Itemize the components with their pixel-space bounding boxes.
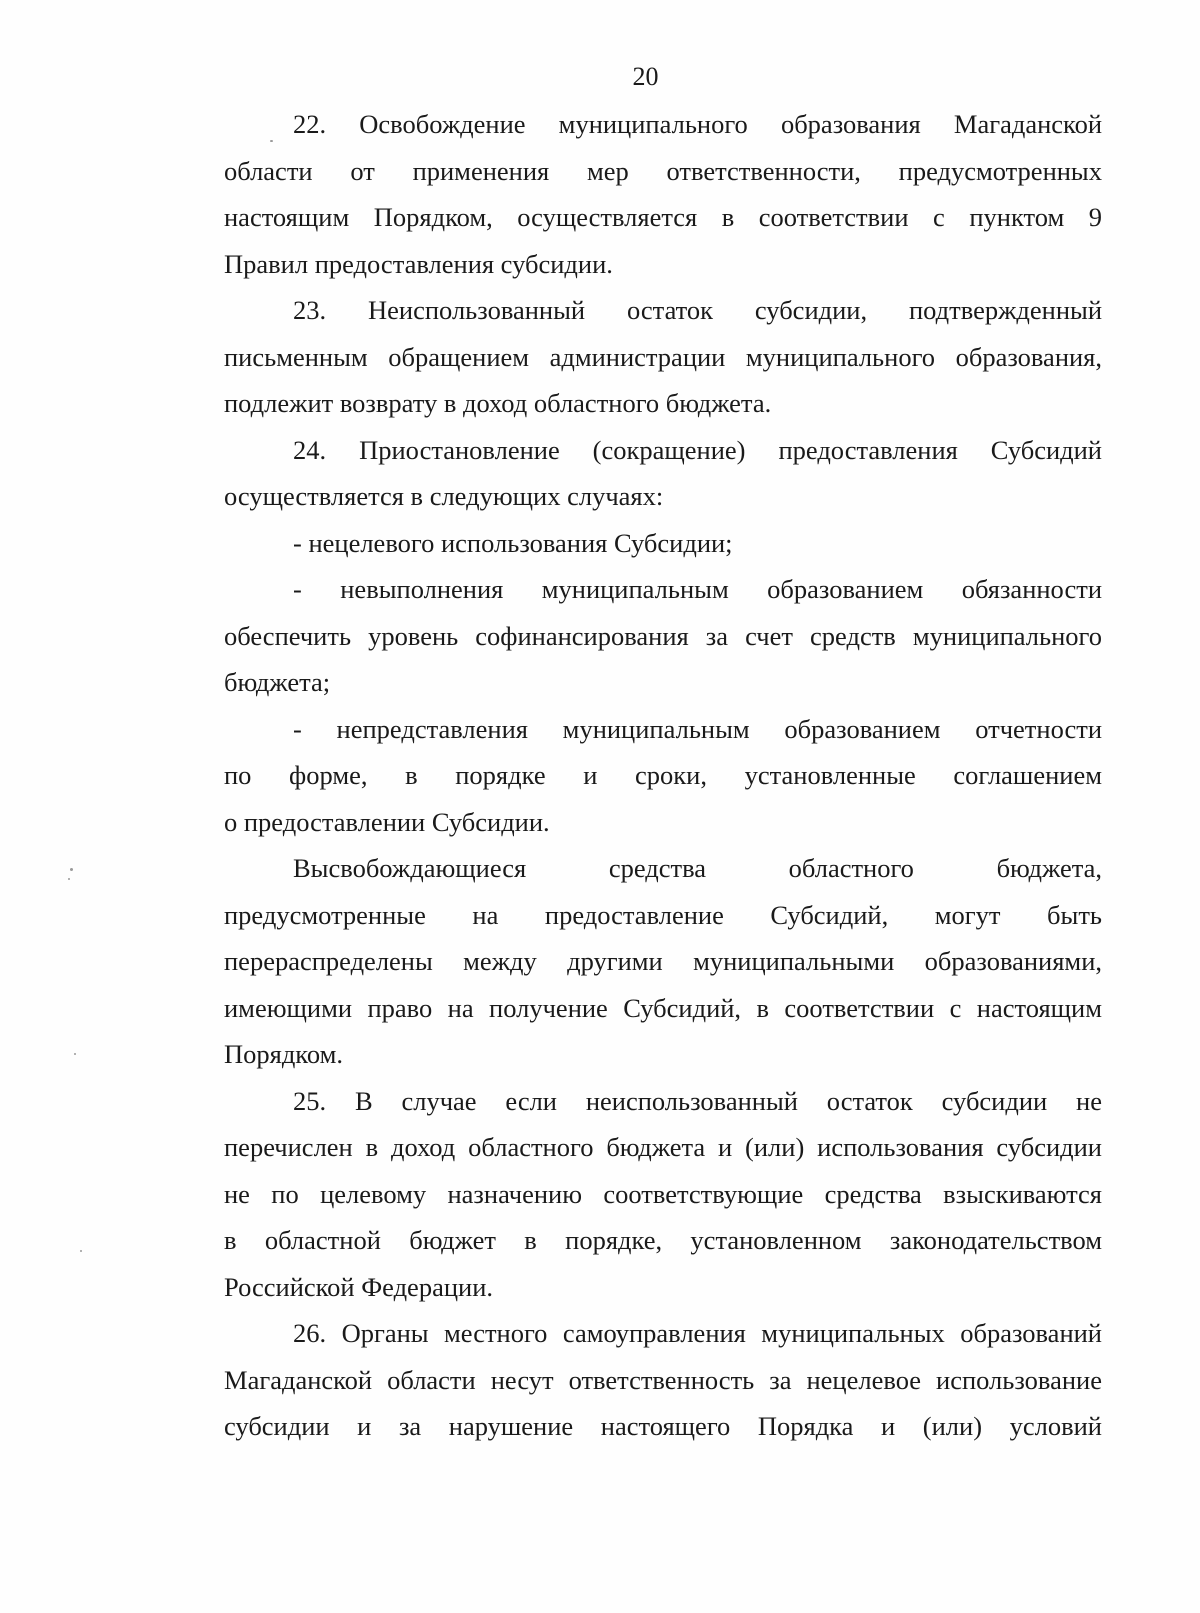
text-line: субсидии и за нарушение настоящего Порядка и (или) условий: [224, 1411, 1102, 1441]
paragraph-23: [224, 287, 1102, 427]
scan-speck: [70, 868, 73, 871]
paragraph-22: [224, 101, 1102, 287]
text-line: 22. Освобождение муниципального образования Магаданской: [293, 109, 1102, 139]
text-line: настоящим Порядком, осуществляется в соответствии с пунктом 9: [224, 202, 1102, 232]
text-line: Порядком.: [224, 1039, 343, 1069]
text-line: перечислен в доход областного бюджета и (или) использования субсидии: [224, 1132, 1102, 1162]
text-line: - нецелевого использования Субсидии;: [293, 527, 733, 558]
paragraph-redistribution: [224, 845, 1102, 1078]
document-body: [224, 101, 1102, 1450]
text-line: 26. Органы местного самоуправления муниципальных образований: [293, 1318, 1102, 1348]
text-line: по форме, в порядке и сроки, установленные соглашением: [224, 760, 1102, 790]
page-number: 20: [632, 62, 659, 91]
text-line: перераспределены между другими муниципальными образованиями,: [224, 946, 1102, 976]
paragraph-25: [224, 1078, 1102, 1311]
text-line: не по целевому назначению соответствующие средства взыскиваются: [224, 1178, 1102, 1209]
scan-speck: [270, 140, 273, 142]
text-line: Правил предоставления субсидии.: [224, 248, 613, 279]
text-line: 25. В случае если неиспользованный остаток субсидии не: [293, 1085, 1102, 1116]
text-line: обеспечить уровень софинансирования за счет средств муниципального: [224, 620, 1102, 651]
text-line: - невыполнения муниципальным образованием обязанности: [293, 574, 1102, 604]
paragraph-24: [224, 427, 1102, 520]
text-line: предусмотренные на предоставление Субсидий, могут быть: [224, 899, 1102, 930]
text-line: письменным обращением администрации муниципального образования,: [224, 341, 1102, 372]
list-item: [224, 520, 1102, 567]
list-item: [224, 566, 1102, 706]
text-line: области от применения мер ответственности, предусмотренных: [224, 155, 1102, 186]
text-line: 23. Неиспользованный остаток субсидии, подтвержденный: [293, 295, 1102, 325]
text-line: о предоставлении Субсидии.: [224, 806, 550, 837]
text-line: осуществляется в следующих случаях:: [224, 481, 664, 511]
text-line: имеющими право на получение Субсидий, в соответствии с настоящим: [224, 992, 1102, 1023]
text-line: подлежит возврату в доход областного бюджета.: [224, 388, 772, 418]
text-line: - непредставления муниципальным образованием отчетности: [293, 713, 1102, 744]
text-line: Российской Федерации.: [224, 1271, 493, 1302]
text-line: Магаданской области несут ответственность за нецелевое использование: [224, 1364, 1102, 1395]
scan-speck: [80, 1250, 82, 1252]
paragraph-26: [224, 1310, 1102, 1450]
text-line: 24. Приостановление (сокращение) предоставления Субсидий: [293, 434, 1102, 465]
text-line: Высвобождающиеся средства областного бюджета,: [293, 853, 1102, 883]
text-line: в областной бюджет в порядке, установленном законодательством: [224, 1225, 1102, 1255]
text-line: бюджета;: [224, 667, 331, 697]
scan-speck: [74, 1053, 76, 1055]
list-item: [224, 706, 1102, 846]
scan-speck: [68, 878, 70, 880]
